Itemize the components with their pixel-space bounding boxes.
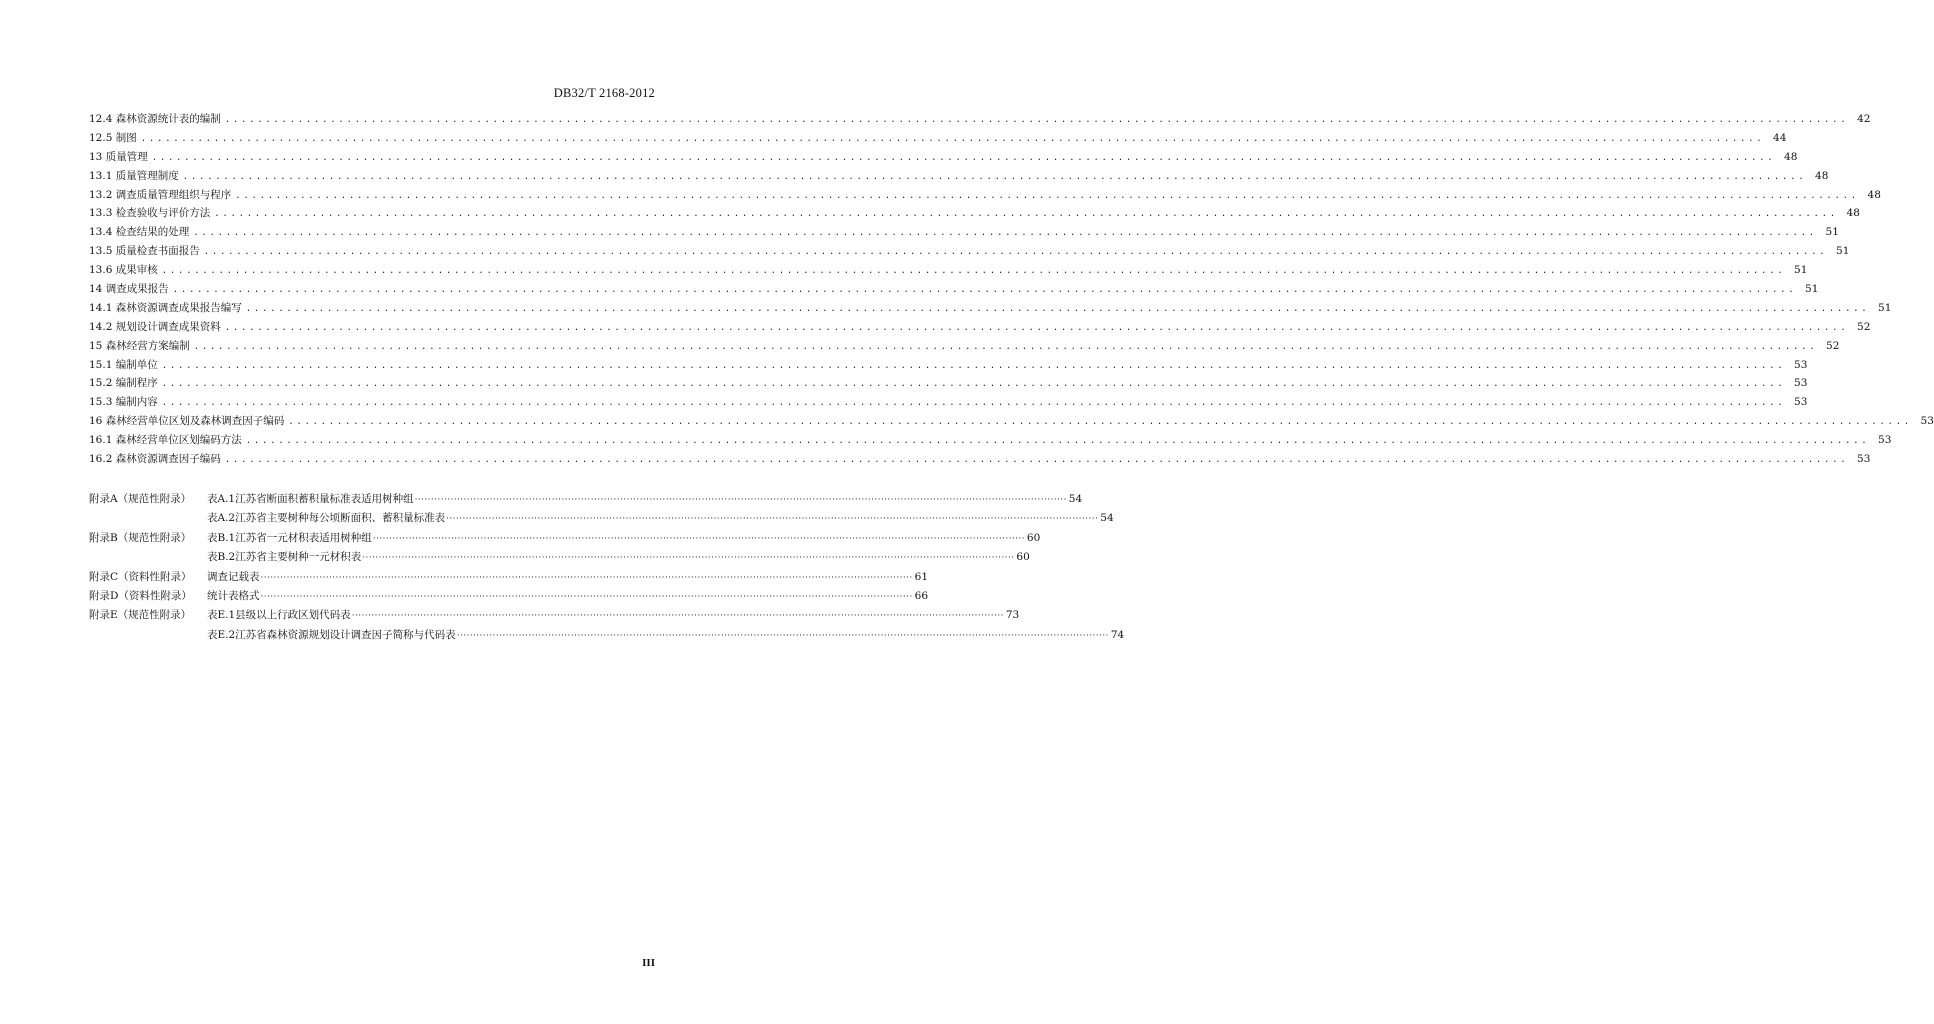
page-number: III — [642, 957, 655, 969]
dot-leader: ........................................................................................................................................................................................................ — [182, 171, 1807, 182]
toc-entry-page: 53 — [1857, 453, 1871, 466]
toc-entry-page: 51 — [1836, 245, 1850, 258]
appendix-title: 表E.2江苏省森林资源规划设计调查因子简称与代码表 — [207, 628, 456, 641]
toc-entry[interactable] — [89, 374, 1808, 393]
appendix-entry[interactable] — [89, 490, 1083, 509]
dot-leader: ········································································································································································································ — [446, 514, 1099, 525]
toc-entry[interactable] — [89, 186, 1881, 205]
document-code: DB32/T 2168-2012 — [553, 86, 655, 100]
toc-entry[interactable] — [89, 450, 1871, 469]
appendix-page: 54 — [1068, 493, 1083, 505]
toc-entry-title: 15.3 编制内容 — [89, 396, 158, 409]
appendix-title: 表B.2江苏省主要树种一元材积表 — [207, 551, 362, 564]
toc-entry-page: 52 — [1857, 320, 1871, 333]
appendix-title: 表A.2江苏省主要树种每公顷断面积、蓄积量标准表 — [207, 512, 446, 525]
toc-entry-page: 44 — [1773, 131, 1787, 144]
toc-entry[interactable] — [89, 204, 1860, 223]
toc-entry-page: 53 — [1794, 396, 1808, 409]
dot-leader: ........................................................................................................................................................................................................ — [235, 190, 1859, 201]
toc-entry-page: 48 — [1784, 150, 1798, 163]
toc-entry-title: 15.1 编制单位 — [89, 358, 158, 371]
appendix-page: 74 — [1110, 628, 1125, 641]
toc-entry-title: 16.2 森林资源调查因子编码 — [89, 453, 221, 466]
toc-entry-page: 42 — [1857, 113, 1871, 125]
appendix-title: 统计表格式 — [207, 589, 260, 602]
toc-entry-title: 15.2 编制程序 — [89, 377, 158, 390]
appendix-label: 附录B（规范性附录） — [89, 531, 192, 544]
appendix-label: 附录E（规范性附录） — [89, 609, 192, 622]
dot-leader: ........................................................................................................................................................................................................ — [172, 285, 1797, 296]
dot-leader: ········································································································································································································ — [456, 630, 1109, 641]
appendix-entry[interactable] — [89, 626, 1125, 645]
appendix-label: 附录D（资料性附录） — [89, 589, 192, 602]
dot-leader: ········································································································································································································ — [372, 533, 1025, 544]
dot-leader: ........................................................................................................................................................................................................ — [214, 209, 1838, 220]
toc-entry-title: 13.6 成果审核 — [89, 264, 158, 277]
appendix-entry[interactable] — [89, 568, 929, 587]
toc-entry-page: 48 — [1867, 188, 1881, 201]
dot-leader: ........................................................................................................................................................................................................ — [224, 455, 1849, 466]
toc-entry-page: 51 — [1825, 226, 1839, 239]
appendix-page: 54 — [1100, 512, 1114, 525]
toc-entry[interactable] — [89, 412, 1934, 431]
dot-leader: ········································································································································································································ — [351, 611, 1004, 622]
dot-leader: ........................................................................................................................................................................................................ — [224, 115, 1849, 125]
appendix-page: 73 — [1005, 609, 1020, 622]
dot-leader: ........................................................................................................................................................................................................ — [140, 133, 1765, 144]
toc-entry[interactable] — [89, 129, 1787, 148]
appendix-entry[interactable] — [89, 529, 1041, 548]
toc-entry-title: 12.5 制图 — [89, 131, 137, 144]
appendix-entry[interactable] — [89, 587, 929, 606]
appendix-title: 表B.1江苏省一元材积表适用树种组 — [207, 531, 372, 544]
dot-leader: ········································································································································································································ — [362, 553, 1015, 564]
toc-entry-title: 16 森林经营单位区划及森林调查因子编码 — [89, 415, 285, 428]
dot-leader: ········································································································································································································ — [414, 495, 1067, 505]
toc-entry[interactable] — [89, 337, 1840, 356]
appendix-title: 调查记载表 — [207, 570, 260, 583]
toc-entry[interactable] — [89, 148, 1798, 167]
appendix-entry[interactable] — [89, 509, 1114, 528]
appendix-page: 60 — [1026, 531, 1041, 544]
dot-leader: ........................................................................................................................................................................................................ — [245, 303, 1870, 314]
toc-entry-title: 14.1 森林资源调查成果报告编写 — [89, 301, 242, 314]
toc-entry-page: 52 — [1826, 339, 1840, 352]
toc-entry-title: 12.4 森林资源统计表的编制 — [89, 113, 221, 125]
toc-entry[interactable] — [89, 261, 1808, 280]
toc-entry-page: 53 — [1920, 415, 1934, 428]
toc-entry[interactable] — [89, 356, 1808, 375]
toc-entry-page: 51 — [1878, 301, 1892, 314]
toc-entry[interactable] — [89, 223, 1839, 242]
toc-entry-title: 14 调查成果报告 — [89, 283, 169, 296]
toc-entry-page: 48 — [1815, 169, 1829, 182]
appendix-list — [89, 490, 1125, 645]
dot-leader: ........................................................................................................................................................................................................ — [245, 436, 1870, 447]
table-of-contents — [89, 110, 1934, 469]
toc-entry-title: 13.3 检查验收与评价方法 — [89, 207, 211, 220]
appendix-label: 附录A（规范性附录） — [89, 493, 192, 505]
toc-entry[interactable] — [89, 299, 1892, 318]
appendix-page: 60 — [1016, 551, 1030, 564]
dot-leader: ........................................................................................................................................................................................................ — [224, 322, 1849, 333]
dot-leader: ........................................................................................................................................................................................................ — [288, 417, 1912, 428]
dot-leader: ........................................................................................................................................................................................................ — [193, 341, 1818, 352]
appendix-title: 表A.1江苏省断面积蓄积量标准表适用树种组 — [207, 493, 414, 505]
dot-leader: ········································································································································································································ — [260, 572, 913, 583]
appendix-page: 66 — [914, 589, 929, 602]
toc-entry[interactable] — [89, 167, 1829, 186]
toc-entry[interactable] — [89, 431, 1892, 450]
appendix-label: 附录C（资料性附录） — [89, 570, 192, 583]
dot-leader: ........................................................................................................................................................................................................ — [161, 379, 1786, 390]
toc-entry-title: 13.2 调查质量管理组织与程序 — [89, 188, 232, 201]
toc-entry-page: 53 — [1794, 358, 1808, 371]
appendix-page: 61 — [914, 570, 929, 583]
toc-entry-title: 13.4 检查结果的处理 — [89, 226, 190, 239]
dot-leader: ........................................................................................................................................................................................................ — [161, 360, 1786, 371]
appendix-entry[interactable] — [89, 606, 1020, 625]
toc-entry-page: 53 — [1794, 377, 1808, 390]
toc-entry-page: 48 — [1846, 207, 1860, 220]
dot-leader: ........................................................................................................................................................................................................ — [193, 228, 1817, 239]
toc-entry[interactable] — [89, 280, 1819, 299]
dot-leader: ........................................................................................................................................................................................................ — [203, 247, 1828, 258]
toc-entry-title: 14.2 规划设计调查成果资料 — [89, 320, 221, 333]
toc-entry-title: 13.1 质量管理制度 — [89, 169, 179, 182]
toc-entry[interactable] — [89, 393, 1808, 412]
toc-entry-title: 13 质量管理 — [89, 150, 148, 163]
appendix-entry[interactable] — [89, 548, 1030, 567]
dot-leader: ········································································································································································································ — [260, 591, 913, 602]
dot-leader: ........................................................................................................................................................................................................ — [161, 266, 1786, 277]
dot-leader: ........................................................................................................................................................................................................ — [151, 152, 1776, 163]
toc-entry-title: 15 森林经营方案编制 — [89, 339, 190, 352]
toc-entry-page: 53 — [1878, 434, 1892, 447]
toc-entry-title: 16.1 森林经营单位区划编码方法 — [89, 434, 242, 447]
dot-leader: ........................................................................................................................................................................................................ — [161, 398, 1786, 409]
toc-entry-title: 13.5 质量检查书面报告 — [89, 245, 200, 258]
toc-entry-page: 51 — [1805, 283, 1819, 296]
toc-entry[interactable] — [89, 318, 1871, 337]
toc-entry[interactable] — [89, 242, 1850, 261]
appendix-title: 表E.1县级以上行政区划代码表 — [207, 609, 351, 622]
toc-entry-page: 51 — [1794, 264, 1808, 277]
toc-entry[interactable] — [89, 110, 1871, 129]
